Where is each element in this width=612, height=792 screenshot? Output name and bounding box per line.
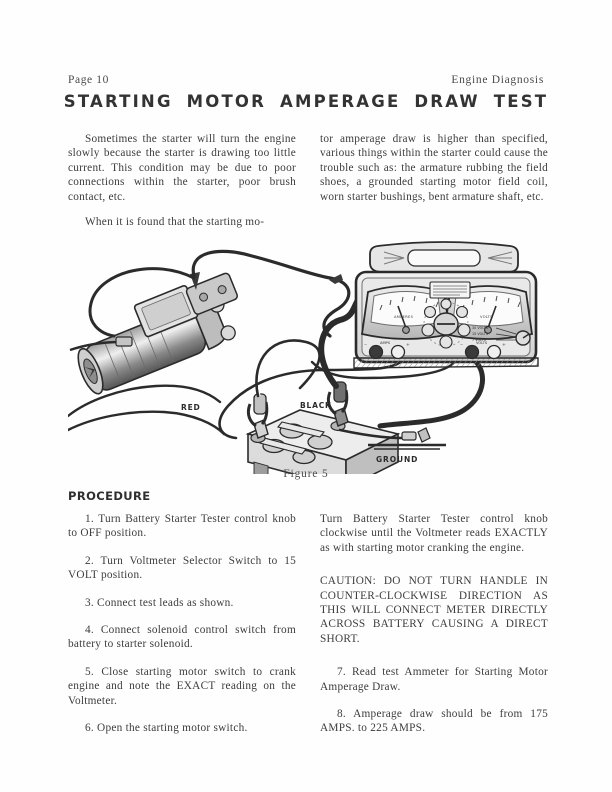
amperes-gauge-label: AMPERES	[394, 315, 414, 319]
intro-paragraph: When it is found that the starting mo-	[85, 216, 265, 229]
figure-illustration	[68, 238, 548, 474]
procedure-step: 6. Open the starting motor switch.	[85, 722, 248, 735]
volts-minus-label: −	[460, 343, 464, 347]
battery-starter-tester-graphic	[354, 242, 538, 368]
volts-plus-label: +	[502, 343, 506, 348]
procedure-body	[68, 512, 548, 749]
intro-paragraph: tor amperage draw is higher than specified, various things within the starter could cause the trouble such as: the armature rubbing the field shoes, a grounded starting motor field coil, worn starter bushings, bent armature shaft, etc.	[320, 133, 548, 203]
volts-gauge-label: VOLTS	[480, 315, 493, 319]
selector-option-7v: 7 VOLTS	[472, 338, 486, 342]
procedure-column-right	[320, 512, 548, 749]
procedure-step: 5. Close starting motor switch to crank engine and note the EXACT reading on the Voltmeter.	[68, 665, 296, 707]
intro-column-left	[68, 132, 296, 240]
procedure-step-continuation: Turn Battery Starter Tester control knob clockwise until the Voltmeter reads EXACTLY as with starting motor cranking the engine.	[320, 513, 548, 554]
procedure-step: 3. Connect test leads as shown.	[85, 596, 234, 609]
intro-paragraph: Sometimes the starter will turn the engine slowly because the starter is drawing too little current. This condition may be due to poor connections within the starter, poor brush contact, etc.	[68, 133, 296, 203]
page-number-label: Page 10	[68, 74, 109, 86]
intro-body	[68, 132, 548, 240]
procedure-step: 1. Turn Battery Starter Tester control knob to OFF position.	[68, 513, 296, 540]
section-title-label: Engine Diagnosis	[451, 74, 544, 86]
battery-graphic	[248, 410, 398, 474]
starter-motor-graphic	[70, 251, 349, 396]
amps-terminal-label: AMPS	[380, 341, 391, 345]
selector-option-30v: 30 VOLTS	[472, 326, 488, 330]
volts-terminal-label: VOLTS	[476, 341, 488, 345]
procedure-step: 2. Turn Voltmeter Selector Switch to 15 VOLT position.	[68, 554, 296, 582]
intro-column-right	[320, 132, 548, 240]
figure-caption: Figure 5	[283, 468, 329, 480]
procedure-step: 8. Amperage draw should be from 175 AMPS. to 225 AMPS.	[320, 708, 548, 735]
selector-option-15v: 15 VOLTS	[472, 332, 488, 336]
procedure-step: 4. Connect solenoid control switch from battery to starter solenoid.	[68, 624, 296, 651]
ground-label: GROUND	[376, 455, 419, 464]
page-title: STARTING MOTOR AMPERAGE DRAW TEST	[63, 92, 549, 111]
amps-minus-label: −	[364, 343, 368, 347]
caution-note: CAUTION: DO NOT TURN HANDLE IN COUNTER-CLOCKWISE DIRECTION AS THIS WILL CONNECT METER DIRECTLY ACROSS BATTERY CAUSING A DIRECT SHORT.	[320, 575, 548, 645]
procedure-heading: PROCEDURE	[68, 489, 151, 503]
red-lead-label: RED	[181, 403, 201, 412]
procedure-column-left	[68, 512, 296, 749]
procedure-step: 7. Read test Ammeter for Starting Motor Amperage Draw.	[320, 666, 548, 693]
amps-plus-label: +	[406, 343, 410, 348]
black-lead-label: BLACK	[300, 401, 332, 410]
page-header	[68, 74, 544, 86]
